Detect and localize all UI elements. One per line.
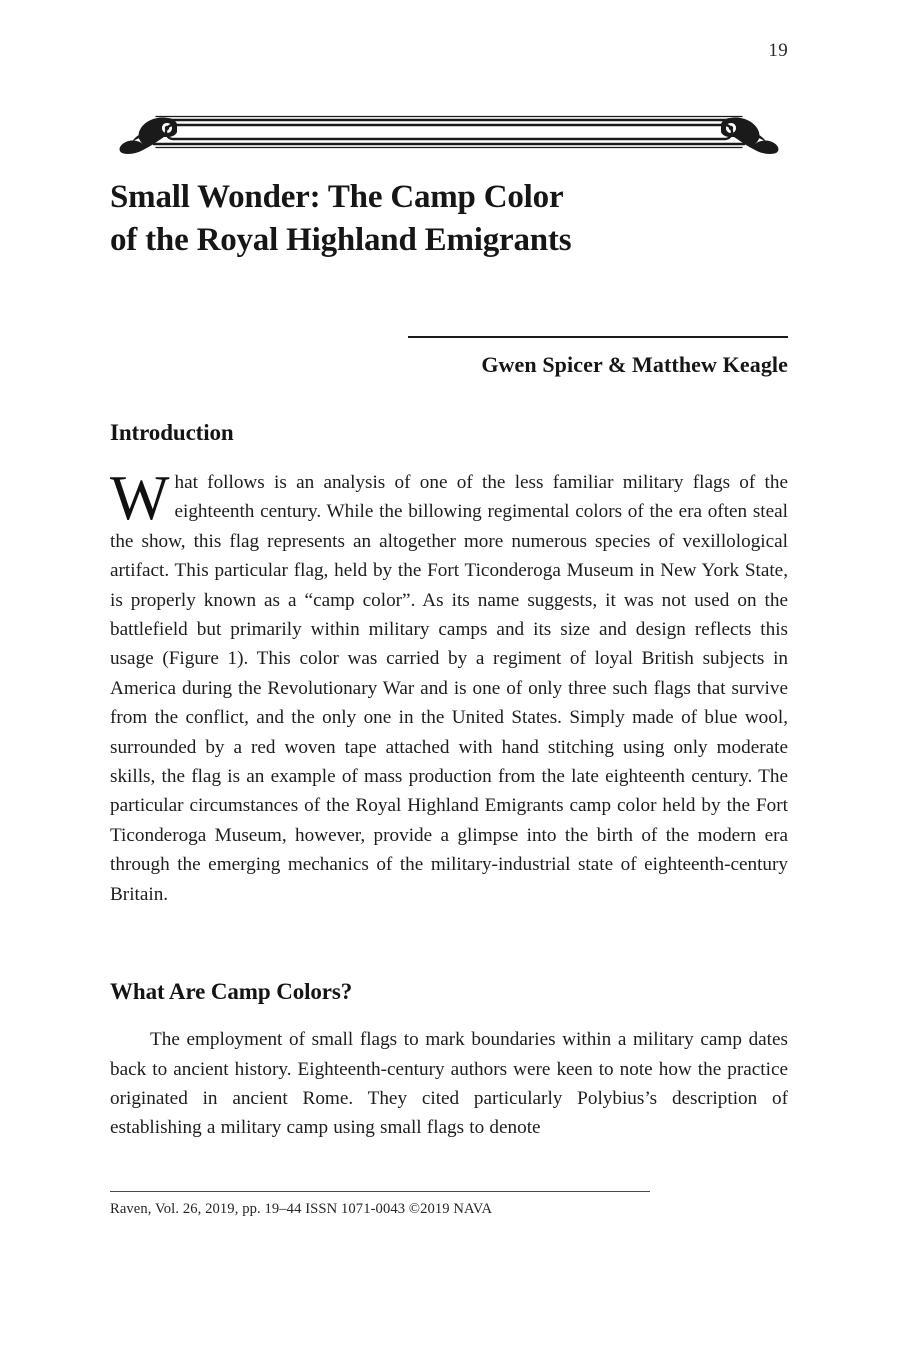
footer-citation: Raven, Vol. 26, 2019, pp. 19–44 ISSN 1071-0043 ©2019 NAVA <box>110 1201 493 1217</box>
article-title-line-1: Small Wonder: The Camp Color <box>110 179 564 215</box>
section-spacer <box>110 909 788 979</box>
article-body <box>110 420 788 1143</box>
article-title-line-2: of the Royal Highland Emigrants <box>110 221 572 258</box>
section-heading-what-are-camp-colors: What Are Camp Colors? <box>110 979 353 1005</box>
bird-head-left <box>120 117 177 154</box>
byline-divider <box>408 336 788 338</box>
section-heading-introduction: Introduction <box>110 420 234 445</box>
page-title <box>110 176 800 262</box>
article-title-block <box>110 176 800 262</box>
bird-head-right <box>721 117 778 154</box>
paragraph-introduction: What follows is an analysis of one of the less familiar military flags of the eighteenth century. While the billowing regimental colors of the era often steal the show, this flag represents an altogether more numerous species of vexillological artifact. This particular flag, held by the Fort Ticonderoga Museum in New York State, is properly known as a “camp color”. As its name suggests, it was not used on the battlefield but primarily within military camps and its size and design reflects this usage (Figure 1). This color was carried by a regiment of loyal British subjects in America during the Revolutionary War and is one of only three such flags that survive from the conflict, and the only one in the United States. Simply made of blue wool, surrounded by a red woven tape attached with hand stitching using only moderate skills, the flag is an example of mass production from the late eighteenth century. The particular circumstances of the Royal Highland Emigrants camp color held by the Fort Ticonderoga Museum, however, provide a glimpse into the birth of the modern era through the emerging mechanics of the military-industrial state of eighteenth-century Britain. <box>110 463 788 905</box>
bird-head-rule-ornament <box>108 104 790 156</box>
page-number: 19 <box>768 40 788 61</box>
paragraph-what-are-camp-colors: The employment of small flags to mark boundaries within a military camp dates back to ancient history. Eighteenth-century authors were keen to note how the practice originated in ancient Rome. They cited particularly Polybius’s description of establishing a military camp using small flags to denote <box>110 1029 788 1139</box>
author-byline: Gwen Spicer & Matthew Keagle <box>481 352 788 377</box>
footer-divider <box>110 1191 650 1192</box>
